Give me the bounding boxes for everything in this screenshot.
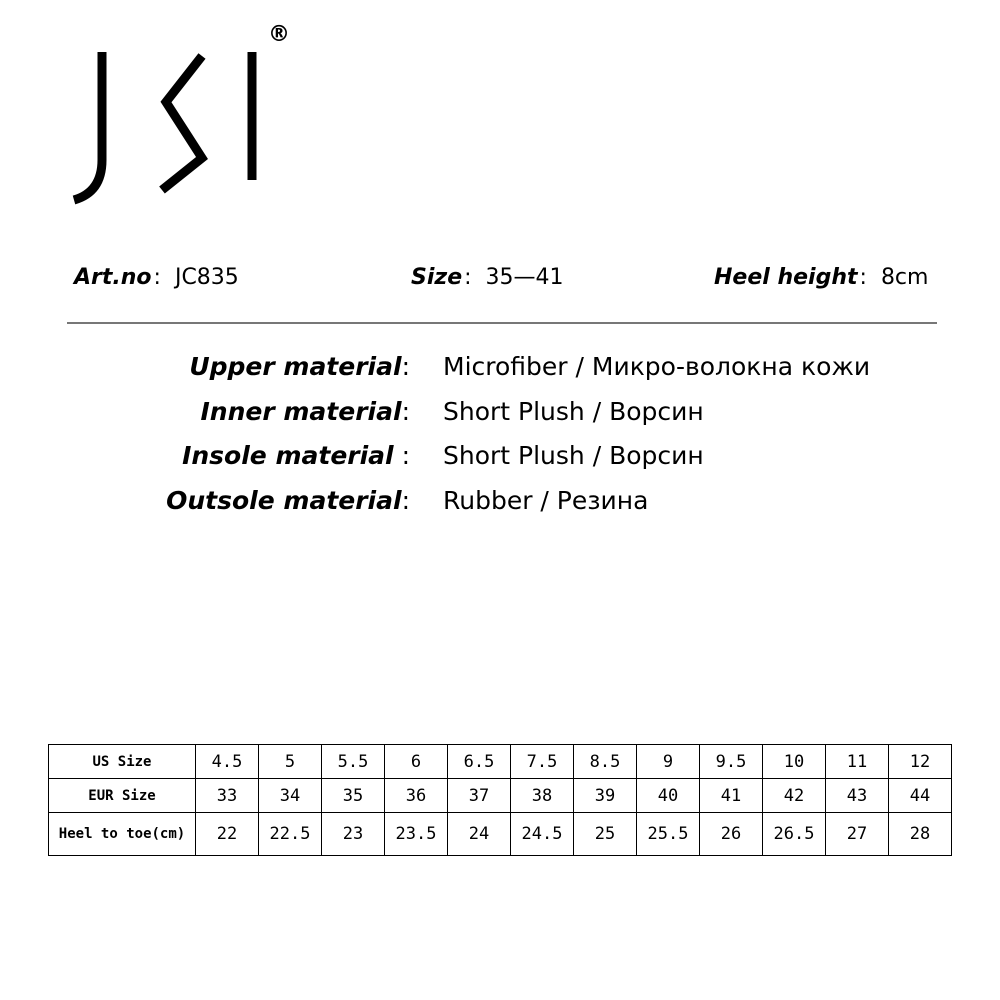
size-chart-table — [48, 744, 952, 856]
material-row-outsole — [0, 486, 1000, 531]
table-cell: 24 — [448, 813, 511, 856]
table-cell: 44 — [889, 779, 952, 813]
material-value: Short Plush / Ворсин — [443, 441, 704, 470]
table-cell: 24.5 — [511, 813, 574, 856]
jsi-logo-graphic — [60, 40, 320, 220]
table-cell: 33 — [196, 779, 259, 813]
material-value: Microfiber / Микро-волокна кожи — [443, 352, 871, 381]
size-separator: : — [464, 265, 472, 290]
material-colon: : — [393, 441, 410, 470]
art-value: JC835 — [174, 265, 239, 290]
size-label: Size — [411, 265, 463, 290]
material-row-upper — [0, 352, 1000, 397]
table-cell: 27 — [826, 813, 889, 856]
table-cell: 37 — [448, 779, 511, 813]
art-separator: : — [153, 265, 161, 290]
material-label — [201, 397, 411, 426]
table-cell: 38 — [511, 779, 574, 813]
table-cell: 26.5 — [763, 813, 826, 856]
table-row — [49, 745, 952, 779]
material-label-text: Inner material — [200, 396, 402, 426]
table-cell: 22.5 — [259, 813, 322, 856]
table-cell: 11 — [826, 745, 889, 779]
heel-height — [714, 265, 928, 290]
material-value: Short Plush / Ворсин — [443, 396, 704, 426]
table-row — [49, 779, 952, 813]
row-header: Heel to toe(cm) — [49, 813, 196, 856]
table-cell: 5 — [259, 745, 322, 779]
material-row-inner — [0, 397, 1000, 442]
table-cell: 34 — [259, 779, 322, 813]
table-cell: 36 — [385, 779, 448, 813]
table-cell: 35 — [322, 779, 385, 813]
material-colon: : — [401, 485, 410, 515]
material-row-insole — [0, 441, 1000, 486]
table-cell: 22 — [196, 813, 259, 856]
table-cell: 23.5 — [385, 813, 448, 856]
heel-separator: : — [859, 265, 867, 290]
product-info-row — [0, 265, 1000, 301]
table-cell: 40 — [637, 779, 700, 813]
row-header: US Size — [49, 745, 196, 779]
table-cell: 6.5 — [448, 745, 511, 779]
material-label-text: Insole material — [182, 441, 394, 470]
table-cell: 25.5 — [637, 813, 700, 856]
table-cell: 43 — [826, 779, 889, 813]
material-colon: : — [401, 396, 410, 426]
material-colon: : — [401, 352, 410, 381]
table-cell: 5.5 — [322, 745, 385, 779]
table-cell: 4.5 — [196, 745, 259, 779]
brand-logo — [60, 22, 320, 220]
table-cell: 7.5 — [511, 745, 574, 779]
heel-label: Heel height — [714, 265, 858, 290]
size-value: 35—41 — [485, 265, 564, 290]
table-cell: 8.5 — [574, 745, 637, 779]
divider-line — [67, 322, 937, 324]
table-cell: 42 — [763, 779, 826, 813]
art-label: Art.no — [74, 265, 152, 290]
material-label — [189, 352, 410, 381]
heel-value: 8cm — [880, 265, 929, 290]
materials-list — [0, 352, 1000, 530]
table-cell: 41 — [700, 779, 763, 813]
table-cell: 28 — [889, 813, 952, 856]
table-cell: 23 — [322, 813, 385, 856]
art-number — [74, 265, 239, 290]
size-range — [411, 265, 564, 290]
table-cell: 12 — [889, 745, 952, 779]
table-cell: 9 — [637, 745, 700, 779]
material-label — [166, 486, 410, 515]
material-label-text: Upper material — [189, 352, 402, 381]
table-cell: 9.5 — [700, 745, 763, 779]
material-label — [182, 441, 410, 470]
material-label-text: Outsole material — [166, 485, 402, 515]
table-cell: 10 — [763, 745, 826, 779]
table-cell: 39 — [574, 779, 637, 813]
table-cell: 26 — [700, 813, 763, 856]
material-value: Rubber / Резина — [443, 485, 649, 515]
table-row — [49, 813, 952, 856]
registered-mark: ® — [268, 22, 290, 47]
table-cell: 25 — [574, 813, 637, 856]
table-cell: 6 — [385, 745, 448, 779]
row-header: EUR Size — [49, 779, 196, 813]
